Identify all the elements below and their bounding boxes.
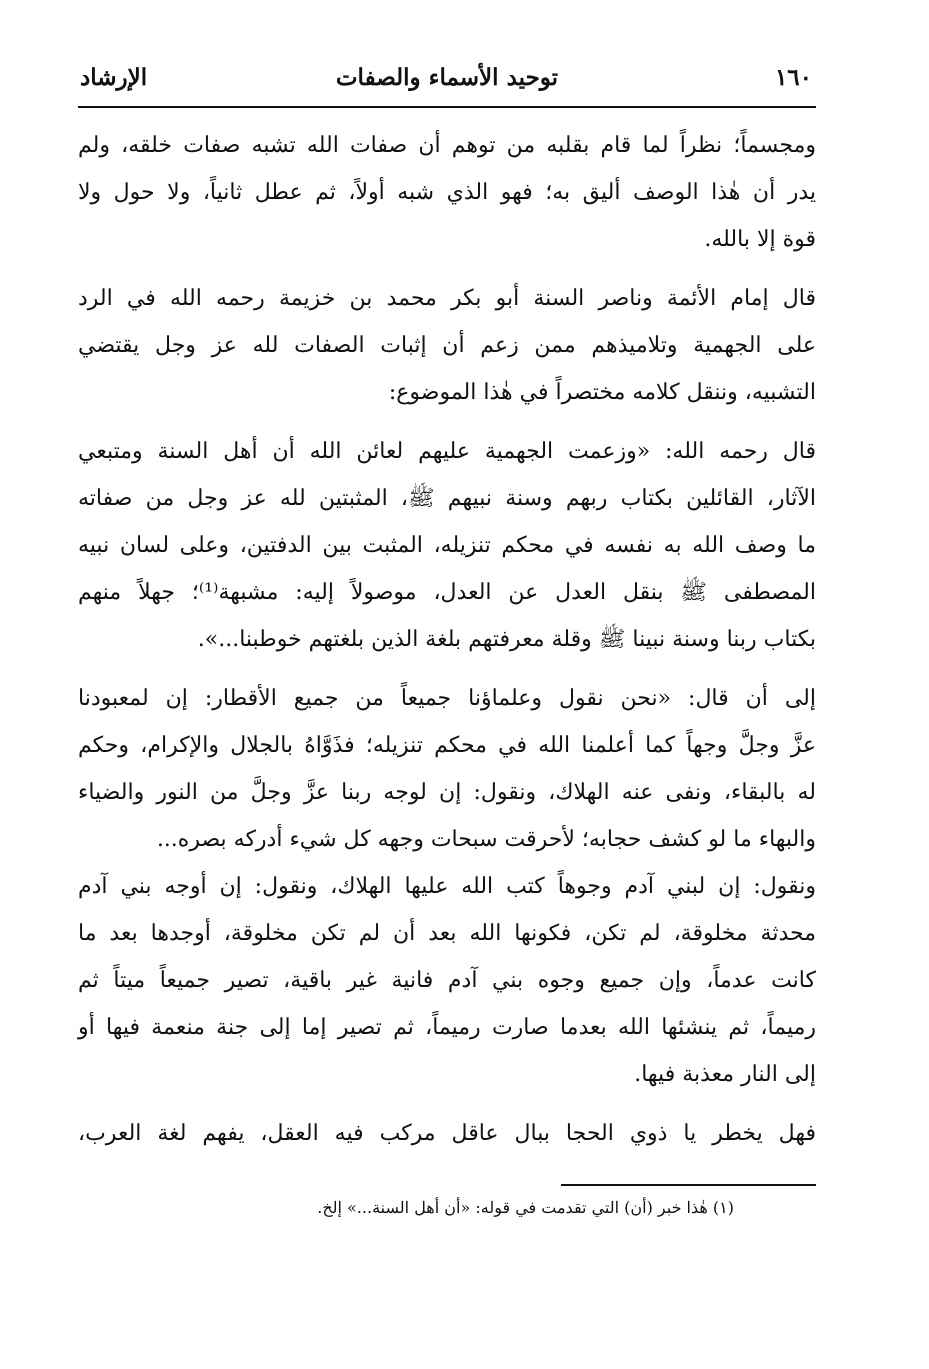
book-page (78, 58, 816, 1318)
text-line: ومجسماً؛ نظراً لما قام بقلبه من توهم أن صفات الله تشبه صفات خلقه، ولم (78, 133, 816, 158)
paragraph (78, 675, 816, 1098)
text-line: قال رحمه الله: «وزعمت الجهمية عليهم لعائن الله أن أهل السنة ومتبعي (78, 439, 816, 464)
footnote: (١) هٰذا خبر (أن) التي تقدمت في قوله: «أن أهل السنة...» إلخ. (317, 1198, 734, 1217)
text-line: قال إمام الأئمة وناصر السنة أبو بكر محمد بن خزيمة رحمه الله في الرد (78, 286, 816, 311)
text-line: إلى النار معذبة فيها. (634, 1062, 816, 1087)
text-line: محدثة مخلوقة، لم تكن، فكونها الله بعد أن لم تكن مخلوقة، أوجدها بعد ما (78, 921, 816, 946)
text-line: رميماً، ثم ينشئها الله بعدما صارت رميماً، ثم تصير إما إلى جنة منعمة فيها أو (78, 1015, 816, 1040)
paragraph (78, 275, 816, 416)
text-line: ونقول: إن لبني آدم وجوهاً كتب الله عليها الهلاك، ونقول: إن أوجه بني آدم (78, 874, 816, 899)
text-line: فهل يخطر يا ذوي الحجا ببال عاقل مركب فيه العقل، يفهم لغة العرب، (78, 1121, 816, 1146)
text-line: عزَّ وجلَّ وجهاً كما أعلمنا الله في محكم تنزيله؛ فذَوَّاهُ بالجلال والإكرام، وحكم (78, 733, 816, 758)
text-line: على الجهمية وتلاميذهم ممن زعم أن إثبات الصفات لله عز وجل يقتضي (78, 333, 816, 358)
text-line: كانت عدماً، وإن جميع وجوه بني آدم فانية غير باقية، تصير جميعاً ميتاً ثم (78, 968, 816, 993)
page-body (78, 122, 816, 1157)
text-line: يدر أن هٰذا الوصف أليق به؛ فهو الذي شبه أولاً، ثم عطل ثانياً، ولا حول ولا (78, 180, 816, 205)
text-line: الآثار، القائلين بكتاب ربهم وسنة نبيهم ﷺ، المثبتين لله عز وجل من صفاته (78, 486, 816, 511)
text-line: التشبيه، وننقل كلامه مختصراً في هٰذا الموضوع: (388, 380, 816, 405)
text-line: المصطفى ﷺ بنقل العدل عن العدل، موصولاً إليه: مشبهة⁽¹⁾؛ جهلاً منهم (78, 580, 816, 605)
footnote-divider (561, 1184, 816, 1186)
running-title: توحيد الأسماء والصفات (335, 64, 559, 91)
text-line: له بالبقاء، ونفى عنه الهلاك، ونقول: إن لوجه ربنا عزَّ وجلَّ من النور والضياء (78, 780, 816, 805)
page-header (78, 58, 816, 108)
text-line: والبهاء ما لو كشف حجابه؛ لأحرقت سبحات وجهه كل شيء أدركه بصره... (156, 827, 816, 852)
page-number: ١٦٠ (774, 64, 812, 91)
text-line: بكتاب ربنا وسنة نبينا ﷺ وقلة معرفتهم بلغة الذين بلغتهم خوطبنا...». (197, 627, 816, 652)
text-line: قوة إلا بالله. (704, 227, 816, 252)
text-line: ما وصف الله به نفسه في محكم تنزيله، المثبت بين الدفتين، وعلى لسان نبيه (78, 533, 816, 558)
paragraph (78, 428, 816, 663)
paragraph (78, 1110, 816, 1157)
book-name: الإرشاد (80, 64, 148, 91)
paragraph (78, 122, 816, 263)
text-line: إلى أن قال: «نحن نقول وعلماؤنا جميعاً من جميع الأقطار: إن لمعبودنا (78, 686, 816, 711)
